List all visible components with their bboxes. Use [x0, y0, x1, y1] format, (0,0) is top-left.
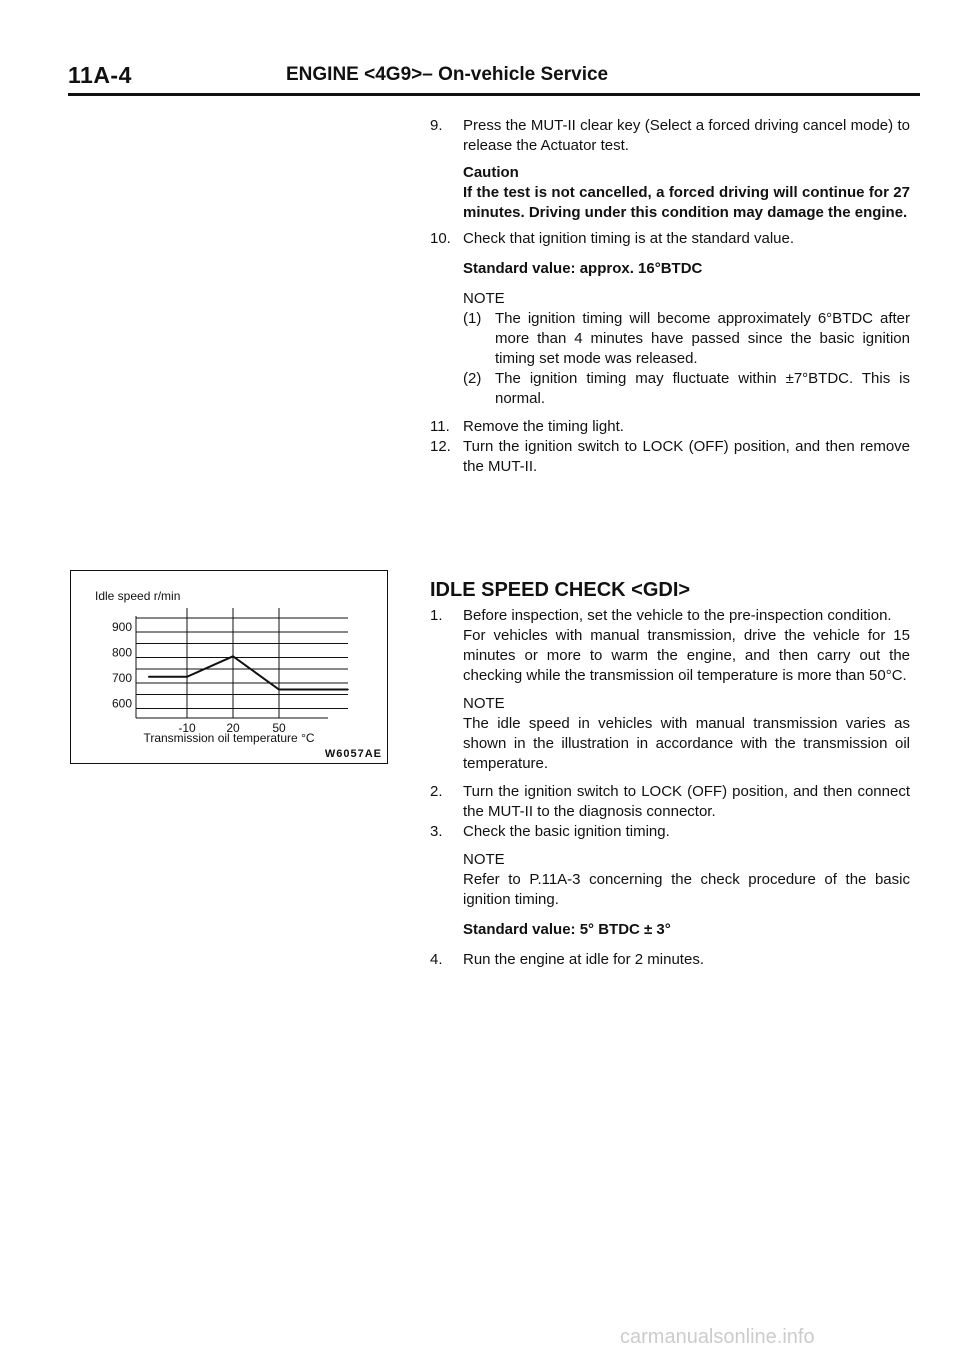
note-label: NOTE — [463, 695, 505, 712]
page-header — [68, 62, 920, 92]
step-number: 12. — [430, 438, 451, 455]
note-text: Refer to P.11A-3 concerning the check procedure of the basic ignition timing. — [463, 871, 910, 908]
idle-speed-line — [149, 656, 348, 689]
step-text: Press the MUT-II clear key (Select a forced driving cancel mode) to release the Actuator test. — [463, 117, 910, 154]
standard-value: Standard value: 5° BTDC ± 3° — [463, 921, 671, 938]
note-number: (2) — [463, 370, 482, 387]
idle-speed-chart — [71, 571, 387, 763]
x-tick-label: 20 — [226, 721, 240, 735]
step-text: Run the engine at idle for 2 minutes. — [463, 951, 704, 968]
caution-label: Caution — [463, 164, 519, 181]
header-rule — [68, 93, 920, 96]
x-tick-label: 50 — [272, 721, 286, 735]
note-text: The idle speed in vehicles with manual transmission varies as shown in the illustration in accordance with the transmission oil temperature. — [463, 715, 910, 772]
note-item-1 — [430, 309, 910, 369]
step-12 — [430, 437, 910, 477]
y-tick-label: 700 — [111, 670, 132, 685]
y-tick-label: 800 — [111, 645, 132, 660]
note-item-2 — [430, 369, 910, 409]
note-number: (1) — [463, 310, 482, 327]
y-tick-label: 900 — [111, 619, 132, 634]
section-title: ENGINE <4G9>– On-vehicle Service — [286, 64, 609, 85]
step-text: Turn the ignition switch to LOCK (OFF) position, and then connect the MUT-II to the diagnosis connector. — [463, 783, 910, 820]
step-number: 1. — [430, 607, 443, 624]
data-point — [232, 656, 234, 658]
step-number: 9. — [430, 117, 443, 134]
note-label: NOTE — [463, 851, 505, 868]
step-text: Turn the ignition switch to LOCK (OFF) position, and then remove the MUT-II. — [463, 438, 910, 475]
step-11 — [430, 417, 910, 437]
note-text: The ignition timing may fluctuate within ±7°BTDC. This is normal. — [495, 370, 910, 407]
figure-code: W6057AE — [324, 748, 382, 760]
y-tick-labels — [112, 620, 132, 711]
step-3 — [430, 822, 910, 842]
step-1-detail: For vehicles with manual transmission, drive the vehicle for 15 minutes or more to warm the engine, and then carry out the checking while the transmission oil temperature is more than 50°C. — [463, 627, 910, 684]
idle-speed-section — [430, 578, 910, 970]
step-1 — [430, 606, 910, 626]
step-text: Remove the timing light. — [463, 418, 624, 435]
step-2 — [430, 782, 910, 822]
step-9 — [430, 116, 910, 156]
caution-block — [430, 163, 910, 223]
x-tick-label: -10 — [178, 721, 196, 735]
data-point — [148, 676, 150, 678]
step-number: 3. — [430, 823, 443, 840]
step-4 — [430, 950, 910, 970]
step-10 — [430, 229, 910, 249]
y-axis-label: Idle speed r/min — [95, 589, 181, 603]
standard-value: Standard value: approx. 16°BTDC — [463, 260, 703, 277]
data-point — [347, 689, 349, 691]
data-point — [278, 689, 280, 691]
section-heading: IDLE SPEED CHECK <GDI> — [430, 579, 691, 601]
note-label: NOTE — [463, 290, 505, 307]
page-number: 11A-4 — [68, 62, 132, 88]
idle-speed-figure — [70, 570, 388, 764]
top-steps — [430, 116, 910, 477]
step-text: Before inspection, set the vehicle to the pre-inspection condition. — [463, 607, 892, 624]
watermark: carmanualsonline.info — [620, 1326, 815, 1348]
step-number: 10. — [430, 230, 451, 247]
note-text: The ignition timing will become approximately 6°BTDC after more than 4 minutes have passed since the basic ignition timing set mode was released. — [495, 310, 910, 367]
data-point — [186, 676, 188, 678]
step-number: 4. — [430, 951, 443, 968]
chart-series — [148, 656, 349, 691]
y-tick-label: 600 — [111, 696, 132, 711]
step-text: Check the basic ignition timing. — [463, 823, 670, 840]
step-text: Check that ignition timing is at the standard value. — [463, 230, 795, 247]
x-axis-label: Transmission oil temperature °C — [143, 731, 315, 745]
step-number: 2. — [430, 783, 443, 800]
caution-text: If the test is not cancelled, a forced driving will continue for 27 minutes. Driving under this condition may damage the engine. — [463, 184, 910, 221]
step-number: 11. — [430, 418, 450, 435]
